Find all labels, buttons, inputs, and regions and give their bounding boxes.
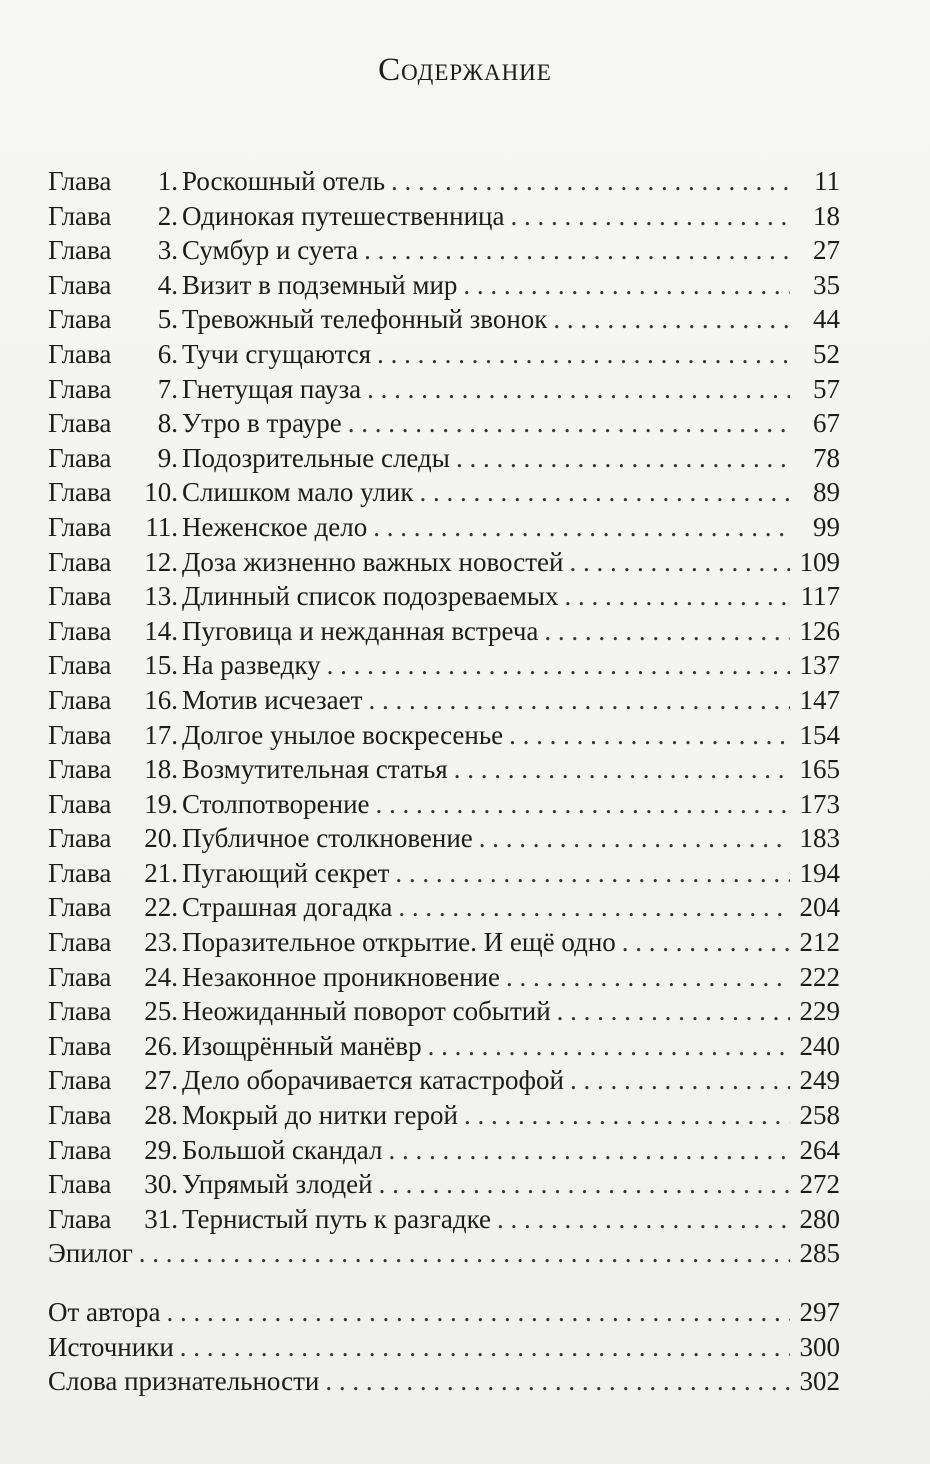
page-number: 258 [799, 1100, 840, 1131]
chapter-label [48, 823, 182, 854]
toc-chapter-row [48, 166, 840, 201]
chapter-number: 22. [144, 892, 178, 923]
entry-title: Мокрый до нитки герой [182, 1100, 458, 1131]
toc-chapter-row [48, 1065, 840, 1100]
dot-leader [464, 1100, 790, 1131]
toc-chapter-row [48, 477, 840, 512]
entry-title: Возмутительная статья [182, 754, 448, 785]
chapter-word: Глава [48, 546, 112, 577]
chapter-word: Глава [48, 408, 112, 439]
toc-chapter-row [48, 650, 840, 685]
dot-leader [388, 1135, 790, 1166]
chapter-label [48, 374, 182, 405]
toc-chapter-row [48, 892, 840, 927]
chapter-number: 17. [144, 719, 178, 750]
toc-chapter-row [48, 339, 840, 374]
page-number: 57 [813, 373, 840, 404]
chapter-number: 24. [144, 961, 178, 992]
chapter-label [48, 996, 182, 1027]
toc-chapter-row [48, 858, 840, 893]
entry-title: Пуговица и нежданная встреча [182, 615, 539, 646]
chapter-label [48, 270, 182, 301]
chapter-label [48, 927, 182, 958]
dot-leader [180, 1332, 790, 1363]
dot-leader [379, 1169, 790, 1200]
dot-leader [348, 408, 790, 439]
chapter-number: 31. [144, 1203, 178, 1234]
chapter-word: Глава [48, 892, 112, 923]
entry-title: Утро в трауре [182, 408, 342, 439]
entry-title: Неожиданный поворот событий [182, 996, 551, 1027]
chapter-word: Глава [48, 477, 112, 508]
page-number: 126 [799, 615, 840, 646]
page-number: 35 [813, 269, 840, 300]
page-title: Содержание [378, 52, 552, 88]
dot-leader [364, 235, 790, 266]
dot-leader [510, 201, 790, 232]
chapter-number: 18. [144, 754, 178, 785]
page-number: 44 [813, 304, 840, 335]
chapter-label [48, 616, 182, 647]
dot-leader [367, 374, 790, 405]
page-number: 240 [799, 1030, 840, 1061]
chapter-number: 12. [144, 546, 178, 577]
entry-title: Мотив исчезает [182, 684, 363, 715]
entry-title: Страшная догадка [182, 892, 393, 923]
dot-leader [479, 823, 790, 854]
entry-title: Упрямый злодей [182, 1169, 373, 1200]
toc-backmatter-row [48, 1366, 840, 1401]
chapter-label [48, 477, 182, 508]
chapter-word: Глава [48, 788, 112, 819]
dot-leader [557, 996, 790, 1027]
chapter-number: 7. [157, 373, 178, 404]
chapter-label [48, 685, 182, 716]
page-number: 212 [799, 927, 840, 958]
toc-backmatter-row [48, 1297, 840, 1332]
chapter-label [48, 547, 182, 578]
page-number: 52 [813, 338, 840, 369]
entry-title: Тучи сгущаются [182, 338, 372, 369]
dot-leader [377, 339, 790, 370]
chapter-number: 29. [144, 1134, 178, 1165]
chapter-number: 23. [144, 927, 178, 958]
chapter-label [48, 1204, 182, 1235]
page-number: 297 [799, 1297, 840, 1327]
page-number: 154 [799, 719, 840, 750]
entry-title: Доза жизненно важных новостей [182, 546, 564, 577]
toc-chapter-row [48, 512, 840, 547]
chapter-label [48, 1065, 182, 1096]
toc-chapter-row [48, 235, 840, 270]
toc-chapter-row [48, 754, 840, 789]
chapter-number: 2. [157, 200, 178, 231]
toc-chapter-row [48, 201, 840, 236]
page-number: 222 [799, 961, 840, 992]
dot-leader [553, 304, 790, 335]
chapter-label [48, 166, 182, 197]
toc-chapter-row [48, 581, 840, 616]
dot-leader [139, 1238, 790, 1269]
chapter-word: Глава [48, 615, 112, 646]
chapter-number: 1. [157, 166, 178, 196]
toc-chapter-row [48, 927, 840, 962]
page-number: 300 [799, 1331, 840, 1362]
chapter-label [48, 408, 182, 439]
chapter-label [48, 650, 182, 681]
dot-leader [569, 547, 790, 578]
chapter-number: 9. [157, 442, 178, 473]
entry-title: На разведку [182, 650, 321, 681]
entry-title: Пугающий секрет [182, 857, 390, 888]
chapter-label [48, 581, 182, 612]
toc-chapter-row [48, 996, 840, 1031]
chapter-label [48, 858, 182, 889]
toc-chapter-row [48, 547, 840, 582]
page-number: 183 [799, 823, 840, 854]
chapter-label [48, 1100, 182, 1131]
dot-leader [376, 789, 790, 820]
chapter-word: Глава [48, 511, 112, 542]
chapter-word: Глава [48, 166, 112, 196]
chapter-word: Глава [48, 442, 112, 473]
chapter-word: Глава [48, 754, 112, 785]
entry-title: Гнетущая пауза [182, 373, 362, 404]
page-number: 67 [813, 408, 840, 439]
page-number: 117 [800, 581, 840, 612]
page-number: 99 [813, 511, 840, 542]
chapter-label [48, 201, 182, 232]
chapter-number: 15. [144, 650, 178, 681]
chapter-number: 20. [144, 823, 178, 854]
entry-title: Подозрительные следы [182, 442, 450, 473]
chapter-word: Глава [48, 200, 112, 231]
page-number: 11 [814, 166, 840, 196]
chapter-label [48, 754, 182, 785]
dot-leader [622, 927, 790, 958]
toc-chapter-row [48, 304, 840, 339]
page-number: 78 [813, 442, 840, 473]
toc-backmatter-row [48, 1332, 840, 1367]
entry-title: Изощрённый манёвр [182, 1030, 422, 1061]
dot-leader [420, 477, 791, 508]
toc-chapter-row [48, 720, 840, 755]
page-number: 109 [799, 546, 840, 577]
chapter-word: Глава [48, 269, 112, 300]
entry-title: От автора [48, 1297, 161, 1327]
chapter-word: Глава [48, 581, 112, 612]
chapter-number: 28. [144, 1100, 178, 1131]
entry-title: Длинный список подозреваемых [182, 581, 559, 612]
chapter-word: Глава [48, 996, 112, 1027]
chapter-word: Глава [48, 857, 112, 888]
entry-title: Роскошный отель [182, 166, 386, 196]
entry-title: Эпилог [48, 1238, 133, 1269]
dot-leader [368, 685, 790, 716]
page-number: 89 [813, 477, 840, 508]
entry-title: Большой скандал [182, 1134, 383, 1165]
dot-leader [456, 443, 790, 474]
entry-title: Столпотворение [182, 788, 370, 819]
entry-title: Публичное столкновение [182, 823, 473, 854]
dot-leader [325, 1366, 790, 1397]
entry-title: Долгое унылое воскресенье [182, 719, 504, 750]
chapter-word: Глава [48, 1030, 112, 1061]
dot-leader [463, 270, 790, 301]
page-number: 194 [799, 857, 840, 888]
toc-chapter-row [48, 1169, 840, 1204]
chapter-number: 19. [144, 788, 178, 819]
chapter-label [48, 1135, 182, 1166]
dot-leader [544, 616, 790, 647]
toc-chapter-row [48, 408, 840, 443]
entry-title: Сумбур и суета [182, 235, 359, 266]
dot-leader [506, 962, 790, 993]
entry-title: Слова признательности [48, 1366, 320, 1397]
toc-epilogue-row [48, 1238, 840, 1273]
page-number: 302 [799, 1366, 840, 1397]
page-number: 147 [799, 684, 840, 715]
chapter-label [48, 789, 182, 820]
dot-leader [398, 892, 790, 923]
chapter-number: 5. [157, 304, 178, 335]
chapter-word: Глава [48, 927, 112, 958]
toc-chapter-row [48, 1100, 840, 1135]
dot-leader [391, 166, 790, 197]
chapter-word: Глава [48, 304, 112, 335]
chapter-word: Глава [48, 650, 112, 681]
chapter-number: 30. [144, 1169, 178, 1200]
chapter-word: Глава [48, 1169, 112, 1200]
dot-leader [570, 1065, 790, 1096]
dot-leader [373, 512, 790, 543]
chapter-word: Глава [48, 373, 112, 404]
page-number: 285 [799, 1238, 840, 1269]
chapter-label [48, 1169, 182, 1200]
entry-title: Тревожный телефонный звонок [182, 304, 548, 335]
dot-leader [497, 1204, 790, 1235]
chapter-label [48, 339, 182, 370]
page-number: 18 [813, 200, 840, 231]
dot-leader [509, 720, 790, 751]
toc-chapter-row [48, 685, 840, 720]
toc-chapter-row [48, 270, 840, 305]
chapter-word: Глава [48, 1100, 112, 1131]
entry-title: Незаконное проникновение [182, 961, 501, 992]
toc-chapter-row [48, 1031, 840, 1066]
entry-title: Неженское дело [182, 511, 368, 542]
chapter-number: 8. [157, 408, 178, 439]
page-number: 204 [799, 892, 840, 923]
toc-chapter-row [48, 616, 840, 651]
chapter-word: Глава [48, 719, 112, 750]
chapter-number: 11. [145, 511, 178, 542]
dot-leader [454, 754, 790, 785]
chapter-number: 16. [144, 684, 178, 715]
chapter-number: 21. [144, 857, 178, 888]
chapter-word: Глава [48, 961, 112, 992]
page-number: 27 [813, 235, 840, 266]
page-number: 280 [799, 1203, 840, 1234]
section-gap [48, 1273, 840, 1297]
dot-leader [395, 858, 790, 889]
chapter-word: Глава [48, 823, 112, 854]
chapter-number: 6. [157, 338, 178, 369]
chapter-label [48, 1031, 182, 1062]
dot-leader [428, 1031, 790, 1062]
entry-title: Слишком мало улик [182, 477, 414, 508]
entry-title: Источники [48, 1331, 174, 1362]
chapter-number: 26. [144, 1030, 178, 1061]
entry-title: Дело оборачивается катастрофой [182, 1065, 564, 1096]
chapter-word: Глава [48, 684, 112, 715]
chapter-word: Глава [48, 1203, 112, 1234]
toc-chapter-row [48, 443, 840, 478]
chapter-label [48, 892, 182, 923]
entry-title: Одинокая путешественница [182, 200, 505, 231]
entry-title: Тернистый путь к разгадке [182, 1203, 492, 1234]
toc-chapter-row [48, 789, 840, 824]
dot-leader [327, 650, 790, 681]
chapter-number: 27. [144, 1065, 178, 1096]
page-number: 264 [799, 1134, 840, 1165]
chapter-label [48, 304, 182, 335]
toc-chapter-row [48, 823, 840, 858]
chapter-label [48, 235, 182, 266]
chapter-word: Глава [48, 1134, 112, 1165]
chapter-number: 3. [157, 235, 178, 266]
chapter-number: 10. [144, 477, 178, 508]
chapter-number: 13. [144, 581, 178, 612]
page-number: 137 [799, 650, 840, 681]
chapter-word: Глава [48, 338, 112, 369]
chapter-word: Глава [48, 235, 112, 266]
table-of-contents [48, 166, 840, 1401]
dot-leader [564, 581, 790, 612]
toc-chapter-row [48, 1135, 840, 1170]
chapter-label [48, 962, 182, 993]
toc-chapter-row [48, 374, 840, 409]
chapter-number: 4. [157, 269, 178, 300]
chapter-number: 25. [144, 996, 178, 1027]
page-number: 249 [799, 1065, 840, 1096]
chapter-label [48, 512, 182, 543]
page-number: 272 [799, 1169, 840, 1200]
dot-leader [167, 1297, 790, 1328]
toc-chapter-row [48, 962, 840, 997]
page-number: 165 [799, 754, 840, 785]
page-number: 173 [799, 788, 840, 819]
chapter-number: 14. [144, 615, 178, 646]
entry-title: Визит в подземный мир [182, 269, 458, 300]
entry-title: Поразительное открытие. И ещё одно [182, 927, 616, 958]
chapter-word: Глава [48, 1065, 112, 1096]
chapter-label [48, 443, 182, 474]
chapter-label [48, 720, 182, 751]
toc-chapter-row [48, 1204, 840, 1239]
page-number: 229 [799, 996, 840, 1027]
